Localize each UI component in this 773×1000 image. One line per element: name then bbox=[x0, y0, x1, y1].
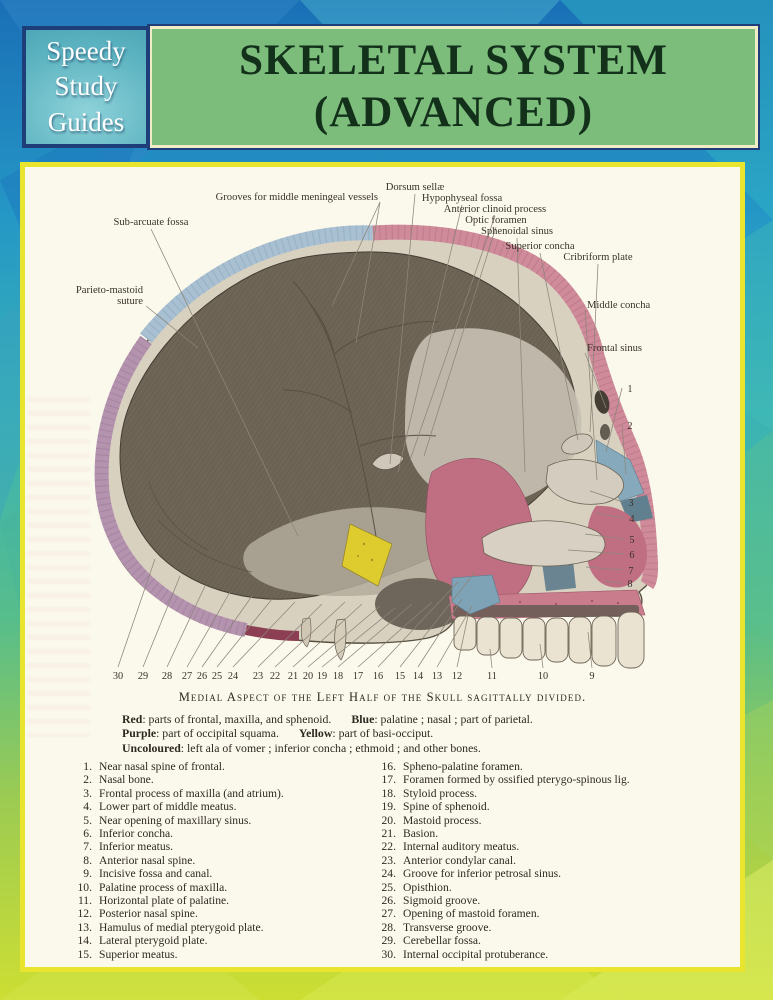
key-item-text: Inferior concha. bbox=[99, 827, 174, 841]
figure-number: 5 bbox=[629, 535, 635, 546]
key-item-text: Horizontal plate of palatine. bbox=[99, 894, 230, 908]
label-optic-foramen: Optic foramen bbox=[465, 215, 527, 226]
key-item-text: Superior meatus. bbox=[99, 947, 178, 961]
key-item bbox=[370, 881, 736, 894]
key-item-number: 12. bbox=[77, 907, 92, 921]
key-item bbox=[370, 773, 736, 786]
key-item-text: Frontal process of maxilla (and atrium). bbox=[99, 786, 284, 800]
legend-text: : part of basi-occiput. bbox=[332, 726, 434, 741]
key-item-number: 28. bbox=[381, 920, 396, 934]
figure-number: 24 bbox=[227, 671, 239, 682]
key-item-number: 4. bbox=[83, 800, 92, 814]
key-item bbox=[370, 787, 736, 800]
key-item-text: Palatine process of maxilla. bbox=[99, 880, 228, 894]
key-item-text: Inferior meatus. bbox=[99, 840, 174, 854]
red-speckle bbox=[617, 602, 619, 604]
key-item-number: 24. bbox=[381, 867, 396, 881]
legend-row bbox=[122, 726, 533, 740]
key-item-number: 11. bbox=[77, 894, 92, 908]
key-item-number: 20. bbox=[381, 813, 396, 827]
frontal-sinus-cavity-2 bbox=[600, 424, 610, 440]
key-item-text: Posterior nasal spine. bbox=[99, 907, 198, 921]
label-parieto-mastoid: Parieto-mastoid bbox=[75, 285, 143, 296]
key-item-text: Cerebellar fossa. bbox=[403, 934, 481, 948]
key-item bbox=[66, 867, 366, 880]
label-middle-concha: Middle concha bbox=[587, 300, 651, 311]
figure-number: 21 bbox=[287, 671, 299, 682]
key-item bbox=[66, 907, 366, 920]
key-item-number: 8. bbox=[83, 853, 92, 867]
key-list-right bbox=[370, 760, 736, 961]
page-title-line1: SKELETAL SYSTEM bbox=[239, 37, 668, 85]
figure-number: 1 bbox=[627, 384, 633, 395]
key-item bbox=[66, 814, 366, 827]
yellow-speckle bbox=[357, 555, 359, 557]
brand-logo-line: Guides bbox=[47, 106, 125, 137]
figure-number: 6 bbox=[629, 550, 635, 561]
key-item bbox=[66, 800, 366, 813]
legend-text: : left ala of vomer ; inferior concha ; ethmoid ; and other bones. bbox=[180, 740, 481, 755]
key-item-number: 13. bbox=[77, 920, 92, 934]
key-item bbox=[66, 840, 366, 853]
figure-number: 29 bbox=[137, 671, 149, 682]
key-item-number: 18. bbox=[381, 786, 396, 800]
title-banner bbox=[149, 26, 758, 148]
figure-number: 3 bbox=[628, 498, 634, 509]
key-item-text: Groove for inferior petrosal sinus. bbox=[403, 867, 562, 881]
figure-number: 9 bbox=[589, 671, 595, 682]
label-meningeal-grooves: Grooves for middle meningeal vessels bbox=[215, 192, 378, 203]
key-item-number: 9. bbox=[83, 867, 92, 881]
study-card bbox=[20, 162, 745, 972]
key-item bbox=[370, 827, 736, 840]
key-item-number: 6. bbox=[83, 827, 92, 841]
key-item bbox=[370, 921, 736, 934]
key-item bbox=[66, 948, 366, 961]
key-item bbox=[370, 934, 736, 947]
red-speckle bbox=[555, 603, 557, 605]
key-item-number: 16. bbox=[381, 760, 396, 773]
legend-row bbox=[122, 741, 533, 755]
key-item bbox=[370, 760, 736, 773]
key-lists bbox=[25, 760, 740, 961]
key-list-left bbox=[66, 760, 366, 961]
skull-illustration bbox=[98, 231, 653, 668]
key-item bbox=[370, 894, 736, 907]
key-item-number: 22. bbox=[381, 840, 396, 854]
key-item-number: 30. bbox=[381, 947, 396, 961]
key-item-number: 5. bbox=[83, 813, 92, 827]
figure-number: 28 bbox=[161, 671, 173, 682]
label-hypophyseal-fossa: Hypophyseal fossa bbox=[421, 193, 503, 204]
key-item-text: Nasal bone. bbox=[99, 773, 154, 787]
key-item-text: Hamulus of medial pterygoid plate. bbox=[99, 920, 264, 934]
key-item-number: 14. bbox=[77, 934, 92, 948]
key-item bbox=[370, 840, 736, 853]
key-item-number: 25. bbox=[381, 880, 396, 894]
key-item-text: Sigmoid groove. bbox=[403, 894, 481, 908]
key-item bbox=[370, 867, 736, 880]
key-item-number: 29. bbox=[381, 934, 396, 948]
figure-number: 20 bbox=[302, 671, 314, 682]
figure-number: 15 bbox=[394, 671, 406, 682]
legend-term: Blue bbox=[351, 712, 375, 726]
key-item-text: Styloid process. bbox=[403, 786, 478, 800]
brand-logo-line: Speedy bbox=[46, 35, 126, 66]
skull-figure bbox=[25, 169, 740, 706]
brand-logo bbox=[22, 26, 150, 148]
label-dorsum-sellae: Dorsum sellæ bbox=[385, 182, 445, 193]
figure-number: 14 bbox=[412, 671, 424, 682]
label-parieto-mastoid-suture: suture bbox=[117, 296, 143, 307]
legend-term: Yellow bbox=[298, 726, 333, 741]
legend-term: Uncoloured bbox=[122, 740, 181, 755]
key-item-number: 2. bbox=[83, 773, 92, 787]
label-cribriform-plate: Cribriform plate bbox=[563, 252, 633, 263]
brand-logo-line: Study bbox=[54, 71, 118, 102]
red-speckle bbox=[591, 600, 593, 602]
legend-row bbox=[122, 712, 533, 726]
key-item bbox=[370, 948, 736, 961]
figure-numbers-bottom bbox=[113, 671, 595, 682]
upper-teeth bbox=[454, 612, 644, 668]
key-item bbox=[66, 921, 366, 934]
legend-text: : parts of frontal, maxilla, and sphenoid. bbox=[142, 712, 332, 726]
figure-number: 2 bbox=[627, 421, 633, 432]
key-item-text: Lateral pterygoid plate. bbox=[99, 934, 208, 948]
key-item bbox=[370, 854, 736, 867]
color-legend bbox=[122, 712, 533, 755]
key-item-text: Opisthion. bbox=[403, 880, 452, 894]
key-item-text: Internal occipital protuberance. bbox=[403, 947, 549, 961]
figure-number: 30 bbox=[112, 671, 124, 682]
key-item bbox=[66, 787, 366, 800]
figure-number: 13 bbox=[431, 671, 443, 682]
key-item bbox=[66, 827, 366, 840]
legend-term: Purple bbox=[122, 726, 157, 741]
figure-number: 12 bbox=[451, 671, 463, 682]
yellow-speckle bbox=[371, 559, 373, 561]
key-item-text: Internal auditory meatus. bbox=[403, 840, 520, 854]
key-item-text: Basion. bbox=[403, 827, 439, 841]
figure-number: 7 bbox=[628, 566, 634, 577]
key-item bbox=[66, 854, 366, 867]
key-item-number: 26. bbox=[381, 894, 396, 908]
figure-number: 27 bbox=[181, 671, 193, 682]
key-item-text: Lower part of middle meatus. bbox=[99, 800, 237, 814]
key-item bbox=[66, 894, 366, 907]
key-item-number: 27. bbox=[381, 907, 396, 921]
key-item-number: 15. bbox=[77, 947, 92, 961]
key-item bbox=[66, 881, 366, 894]
figure-caption: Medial Aspect of the Left Half of the Skull sagittally divided. bbox=[178, 690, 587, 704]
figure-number: 18 bbox=[332, 671, 344, 682]
key-item-number: 3. bbox=[83, 786, 92, 800]
key-item-text: Foramen formed by ossified pterygo-spinous lig. bbox=[403, 773, 630, 787]
key-item-number: 10. bbox=[77, 880, 92, 894]
figure-number: 10 bbox=[537, 671, 549, 682]
figure-number: 4 bbox=[629, 514, 635, 525]
key-item-number: 19. bbox=[381, 800, 396, 814]
legend-text: : part of occipital squama. bbox=[156, 726, 279, 741]
figure-number: 22 bbox=[269, 671, 281, 682]
label-superior-concha: Superior concha bbox=[505, 241, 575, 252]
legend-term: Red bbox=[122, 712, 143, 726]
key-item bbox=[66, 760, 366, 773]
figure-number: 17 bbox=[352, 671, 364, 682]
key-item-number: 1. bbox=[83, 760, 92, 773]
label-subarcuate-fossa: Sub-arcuate fossa bbox=[113, 217, 189, 228]
key-item-text: Opening of mastoid foramen. bbox=[403, 907, 540, 921]
figure-number: 23 bbox=[252, 671, 264, 682]
key-item bbox=[370, 814, 736, 827]
pterygoid-plate-shape bbox=[301, 618, 311, 647]
key-item bbox=[370, 800, 736, 813]
figure-number: 11 bbox=[487, 671, 497, 682]
figure-number: 8 bbox=[627, 579, 633, 590]
key-item-text: Transverse groove. bbox=[403, 920, 492, 934]
key-item bbox=[370, 907, 736, 920]
key-item-number: 21. bbox=[381, 827, 396, 841]
figure-number: 26 bbox=[196, 671, 208, 682]
figure-number: 16 bbox=[372, 671, 384, 682]
label-frontal-sinus: Frontal sinus bbox=[587, 343, 643, 354]
key-item-text: Near opening of maxillary sinus. bbox=[99, 813, 252, 827]
key-item-number: 17. bbox=[381, 773, 396, 787]
figure-number: 19 bbox=[316, 671, 328, 682]
key-item-text: Spine of sphenoid. bbox=[403, 800, 490, 814]
legend-text: : palatine ; nasal ; part of parietal. bbox=[374, 712, 533, 726]
key-item bbox=[66, 773, 366, 786]
key-item-text: Mastoid process. bbox=[403, 813, 482, 827]
key-item-number: 23. bbox=[381, 853, 396, 867]
page-title-line2: (ADVANCED) bbox=[313, 89, 594, 136]
key-item-text: Incisive fossa and canal. bbox=[99, 867, 213, 881]
yellow-speckle bbox=[363, 543, 365, 545]
key-item-text: Spheno-palatine foramen. bbox=[403, 760, 523, 773]
key-item-text: Near nasal spine of frontal. bbox=[99, 760, 225, 773]
label-sphenoidal-sinus: Sphenoidal sinus bbox=[480, 226, 554, 237]
key-item-number: 7. bbox=[83, 840, 92, 854]
key-item bbox=[66, 934, 366, 947]
figure-number: 25 bbox=[211, 671, 223, 682]
label-anterior-clinoid: Anterior clinoid process bbox=[443, 204, 547, 215]
key-item-text: Anterior nasal spine. bbox=[99, 853, 196, 867]
key-item-text: Anterior condylar canal. bbox=[403, 853, 516, 867]
red-speckle bbox=[519, 601, 521, 603]
basal-darkred-band bbox=[246, 630, 299, 636]
